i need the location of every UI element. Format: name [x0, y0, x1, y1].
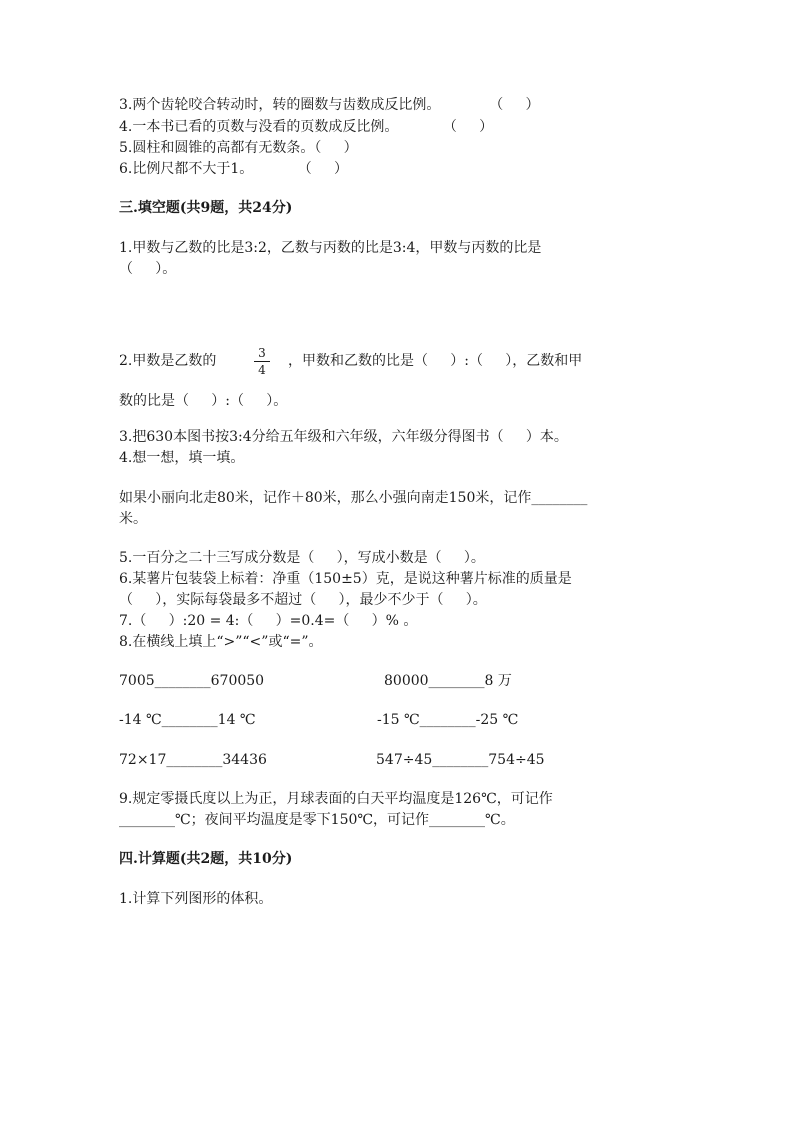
compare-row-1-right: 80000________8 万 — [384, 673, 512, 689]
fill-q2-line2: 数的比是（ ）:（ ）。 — [119, 393, 288, 409]
judgement-item-4: 4.一本书已看的页数与没看的页数成反比例。 （ ） — [119, 119, 494, 135]
judgement-item-3: 3.两个齿轮咬合转动时，转的圈数与齿数成反比例。 （ ） — [119, 97, 540, 113]
fill-q6-line1: 6.某薯片包装袋上标着：净重（150±5）克，是说这种薯片标准的质量是 — [119, 571, 572, 587]
fill-q1-line1: 1.甲数与乙数的比是3:2，乙数与丙数的比是3:4，甲数与丙数的比是 — [119, 240, 542, 256]
fill-q2-prefix: 2.甲数是乙数的 — [119, 353, 217, 369]
fraction-numerator: 3 — [258, 346, 266, 360]
judgement-item-5: 5.圆柱和圆锥的高都有无数条。（ ） — [119, 140, 358, 156]
fraction-bar — [254, 361, 270, 362]
compare-row-2-right: -15 ℃________-25 ℃ — [377, 712, 519, 728]
compare-row-2-left: -14 ℃________14 ℃ — [119, 712, 256, 728]
fill-q3: 3.把630本图书按3:4分给五年级和六年级，六年级分得图书（ ）本。 — [119, 429, 568, 445]
compare-row-3-left: 72×17________34436 — [119, 752, 267, 768]
fill-q4-title: 4.想一想，填一填。 — [119, 450, 245, 466]
compare-row-1-left: 7005________670050 — [119, 673, 265, 689]
fraction-denominator: 4 — [258, 363, 266, 377]
compare-row-3-right: 547÷45________754÷45 — [376, 752, 545, 768]
fill-q2-suffix: ，甲数和乙数的比是（ ）:（ ），乙数和甲 — [288, 353, 583, 369]
fill-q9-line1: 9.规定零摄氏度以上为正，月球表面的白天平均温度是126℃，可记作 — [119, 791, 553, 807]
judgement-item-6: 6.比例尺都不大于1。 （ ） — [119, 161, 349, 177]
calc-q1: 1.计算下列图形的体积。 — [119, 891, 273, 907]
fill-q6-line2: （ ），实际每袋最多不超过（ ），最少不少于（ ）。 — [119, 592, 487, 608]
fill-q7: 7.（ ）:20 = 4:（ ）=0.4=（ ）% 。 — [119, 613, 418, 629]
section-3-heading: 三.填空题(共9题，共24分) — [119, 200, 293, 216]
section-4-heading: 四.计算题(共2题，共10分) — [119, 851, 293, 867]
fill-q8-title: 8.在横线上填上“>”“<”或“=”。 — [119, 634, 323, 650]
fill-q4-line2: 米。 — [119, 511, 147, 527]
fill-q9-line2: ________℃；夜间平均温度是零下150℃，可记作________℃。 — [119, 812, 515, 828]
fill-q1-line2: （ ）。 — [119, 261, 177, 277]
fraction-three-quarters — [251, 346, 273, 377]
fill-q4-line1: 如果小丽向北走80米，记作＋80米，那么小强向南走150米，记作________ — [119, 490, 588, 506]
fill-q5: 5.一百分之二十三写成分数是（ ），写成小数是（ ）。 — [119, 550, 485, 566]
